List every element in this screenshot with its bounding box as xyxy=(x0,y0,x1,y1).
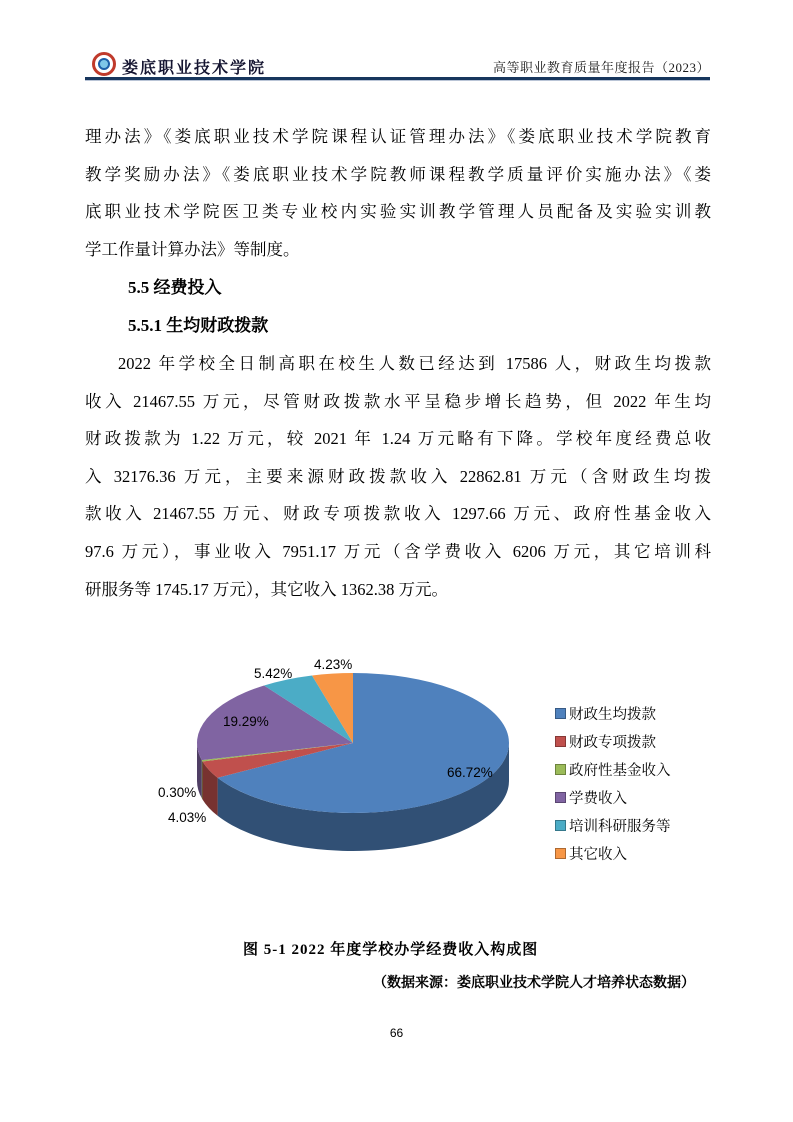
school-logo-icon xyxy=(92,52,116,76)
legend-swatch-icon xyxy=(555,708,566,719)
legend-swatch-icon xyxy=(555,764,566,775)
text-line: 款收入 21467.55 万元、财政专项拨款收入 1297.66 万元、政府性基金收入 xyxy=(85,504,711,524)
chart-legend xyxy=(555,699,671,867)
legend-item xyxy=(555,699,671,727)
school-logo-core xyxy=(98,58,110,70)
legend-item xyxy=(555,811,671,839)
header-report-title: 高等职业教育质量年度报告（2023） xyxy=(492,60,710,75)
pie-slice-side-2 xyxy=(202,760,203,799)
legend-item xyxy=(555,727,671,755)
legend-swatch-icon xyxy=(555,792,566,803)
pie-percent-label: 0.30% xyxy=(158,785,197,800)
legend-swatch-icon xyxy=(555,820,566,831)
text-line: 学工作量计算办法》等制度。 xyxy=(85,239,300,259)
pie-percent-label: 19.29% xyxy=(223,714,269,729)
pie-percent-label: 4.03% xyxy=(168,810,207,825)
pie-percent-label: 4.23% xyxy=(314,657,353,672)
text-line: 97.6 万元），事业收入 7951.17 万元（含学费收入 6206 万元，其它培训科 xyxy=(85,541,711,561)
legend-item xyxy=(555,783,671,811)
legend-swatch-icon xyxy=(555,848,566,859)
subsection-heading: 5.5.1 生均财政拨款 xyxy=(128,316,269,335)
legend-item xyxy=(555,755,671,783)
text-line: 收入 21467.55 万元，尽管财政拨款水平呈稳步增长趋势，但 2022 年生均 xyxy=(85,391,711,411)
legend-label: 学费收入 xyxy=(569,790,627,807)
text-line: 研服务等 1745.17 万元），其它收入 1362.38 万元。 xyxy=(85,579,448,599)
pie-chart-figure xyxy=(130,645,715,900)
legend-label: 财政专项拨款 xyxy=(569,734,656,751)
paragraph-funding xyxy=(85,345,711,608)
text-line: 2022 年学校全日制高职在校生人数已经达到 17586 人，财政生均拨款 xyxy=(118,354,711,373)
legend-label: 其它收入 xyxy=(569,846,627,863)
text-line: 理办法》《娄底职业技术学院课程认证管理办法》《娄底职业技术学院教育 xyxy=(85,127,711,146)
legend-label: 财政生均拨款 xyxy=(569,706,656,723)
paragraph-regulations xyxy=(85,118,711,268)
pie-percent-label: 5.42% xyxy=(254,666,293,681)
text-line: 教学奖励办法》《娄底职业技术学院教师课程教学质量评价实施办法》《娄 xyxy=(85,164,711,184)
text-line: 入 32176.36 万元，主要来源财政拨款收入 22862.81 万元（含财政生均拨 xyxy=(85,466,711,486)
section-heading: 5.5 经费投入 xyxy=(128,278,222,297)
legend-swatch-icon xyxy=(555,736,566,747)
header-rule xyxy=(85,77,710,81)
page-number: 66 xyxy=(389,1026,404,1040)
figure-data-source: （数据来源：娄底职业技术学院人才培养状态数据） xyxy=(373,976,695,991)
legend-label: 培训科研服务等 xyxy=(569,818,671,835)
text-line: 财政拨款为 1.22 万元，较 2021 年 1.24 万元略有下降。学校年度经费总收 xyxy=(85,429,711,449)
text-line: 底职业技术学院医卫类专业校内实验实训教学管理人员配备及实验实训教 xyxy=(85,202,711,222)
pie-percent-label: 66.72% xyxy=(447,765,493,780)
header-school-name: 娄底职业技术学院 xyxy=(122,60,267,77)
legend-item xyxy=(555,839,671,867)
figure-caption: 图 5-1 2022 年度学校办学经费收入构成图 xyxy=(243,942,539,958)
legend-label: 政府性基金收入 xyxy=(569,762,671,779)
